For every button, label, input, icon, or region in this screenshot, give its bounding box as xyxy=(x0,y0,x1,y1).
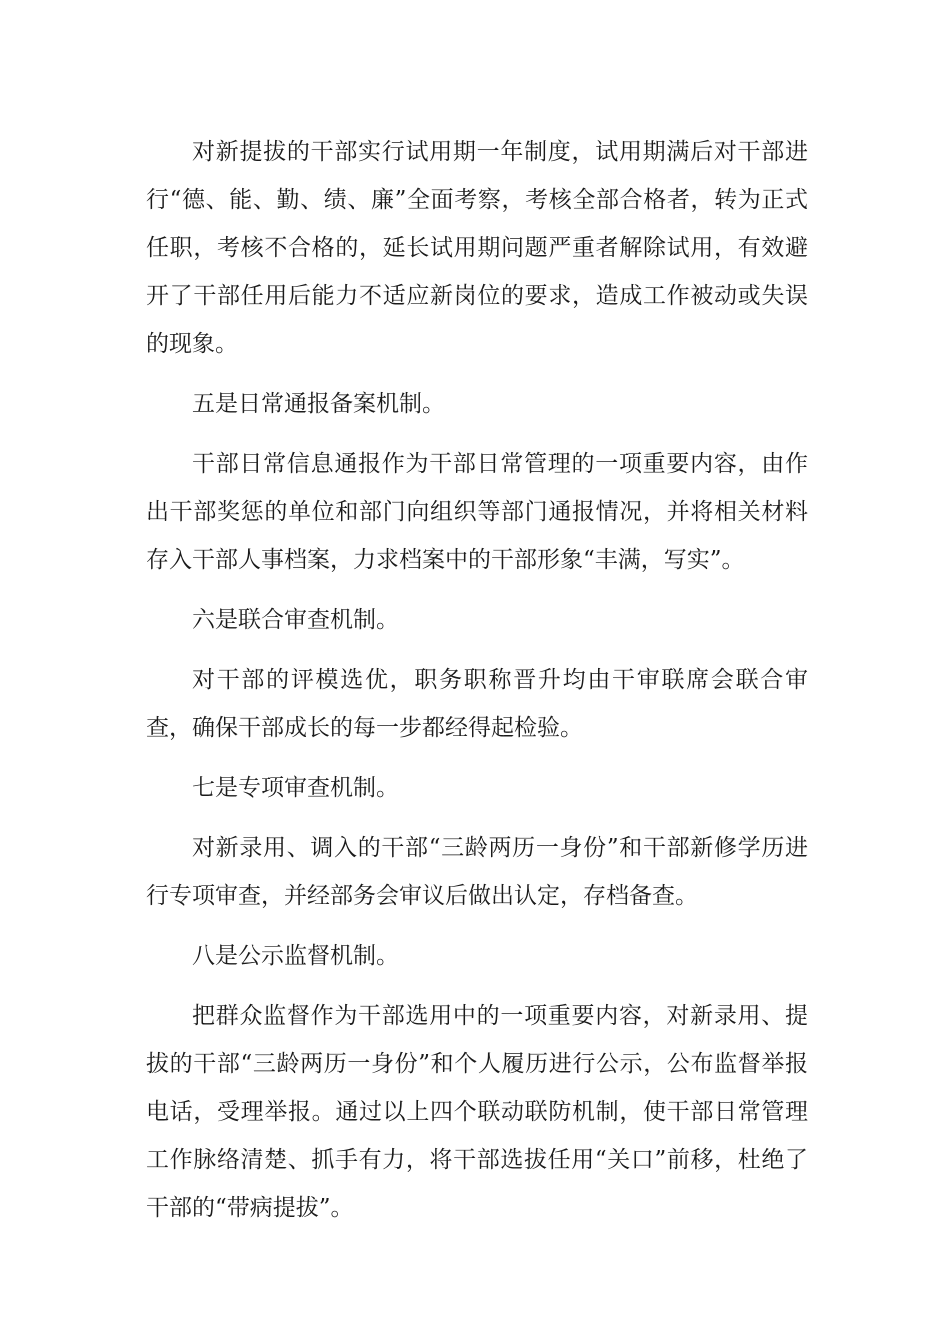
heading-special-review-mechanism: 七是专项审查机制。 xyxy=(192,775,399,801)
heading-public-supervision-mechanism: 八是公示监督机制。 xyxy=(192,943,399,969)
heading-joint-review-mechanism: 六是联合审查机制。 xyxy=(192,607,399,633)
heading-daily-report-mechanism: 五是日常通报备案机制。 xyxy=(192,391,445,417)
paragraph-daily-report: 干部日常信息通报作为干部日常管理的一项重要内容，由作出干部奖惩的单位和部门向组织等部门通报情况，并将相关材料存入干部人事档案，力求档案中的干部形象“丰满，写实”。 xyxy=(146,451,808,573)
paragraph-joint-review: 对干部的评模选优，职务职称晋升均由干审联席会联合审查，确保干部成长的每一步都经得起检验。 xyxy=(146,667,808,741)
paragraph-special-review: 对新录用、调入的干部“三龄两历一身份”和干部新修学历进行专项审查，并经部务会审议后做出认定，存档备查。 xyxy=(146,835,808,909)
document-body xyxy=(146,128,808,1244)
paragraph-public-supervision: 把群众监督作为干部选用中的一项重要内容，对新录用、提拔的干部“三龄两历一身份”和个人履历进行公示，公布监督举报电话，受理举报。通过以上四个联动联防机制，使干部日常管理工作脉络清楚、抓手有力，将干部选拔任用“关口”前移，杜绝了干部的“带病提拔”。 xyxy=(146,1003,808,1221)
paragraph-trial-period: 对新提拔的干部实行试用期一年制度，试用期满后对干部进行“德、能、勤、绩、廉”全面考察，考核全部合格者，转为正式任职，考核不合格的，延长试用期问题严重者解除试用，有效避开了干部任用后能力不适应新岗位的要求，造成工作被动或失误的现象。 xyxy=(146,139,808,357)
